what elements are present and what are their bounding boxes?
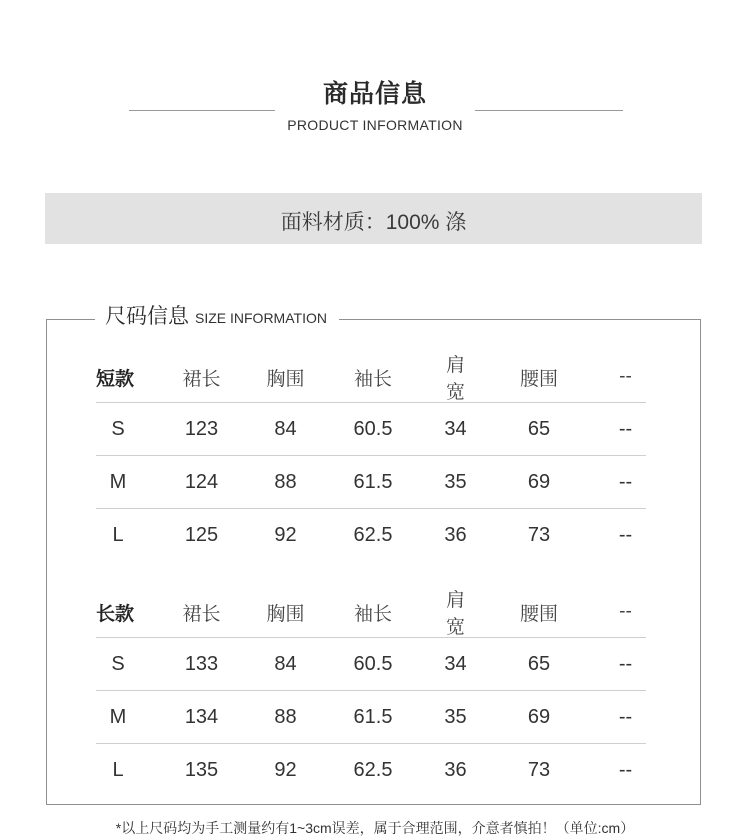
header-cell-blank: -- <box>619 601 632 622</box>
header-cell-bust: 胸围 <box>266 603 305 625</box>
header-cell-waist: 腰围 <box>519 603 558 625</box>
bust-cell: 88 <box>274 470 297 493</box>
waist-cell: 73 <box>527 523 551 546</box>
material-text: 面料材质：100% 涤 <box>280 211 467 234</box>
length-cell: 133 <box>184 652 219 675</box>
header-cell-sleeve: 袖长 <box>353 368 392 390</box>
table-header-row <box>96 352 646 403</box>
sleeve-cell: 62.5 <box>353 758 393 781</box>
bust-cell: 84 <box>274 417 297 440</box>
header-cell-shoulder: 肩宽 <box>445 590 465 638</box>
shoulder-cell: 35 <box>444 470 467 493</box>
sleeve-cell: 60.5 <box>353 417 393 440</box>
header-cell-bust: 胸围 <box>266 368 305 390</box>
shoulder-cell: 34 <box>444 417 467 440</box>
header-cell-length: 裙长 <box>182 603 221 625</box>
size-cell: L <box>112 523 124 546</box>
size-info-subtitle: SIZE INFORMATION <box>195 310 327 326</box>
bust-cell: 92 <box>274 523 297 546</box>
waist-cell: 65 <box>527 417 551 440</box>
table-row <box>96 638 646 691</box>
table-row <box>96 691 646 744</box>
table-row <box>96 403 646 456</box>
sleeve-cell: 62.5 <box>353 523 393 546</box>
header-cell-length: 裙长 <box>182 368 221 390</box>
sleeve-cell: 61.5 <box>353 470 393 493</box>
length-cell: 135 <box>184 758 219 781</box>
waist-cell: 65 <box>527 652 551 675</box>
table-header-row <box>96 587 646 638</box>
size-table-long <box>96 587 646 796</box>
length-cell: 124 <box>184 470 219 493</box>
size-cell: S <box>111 652 125 675</box>
table-row <box>96 456 646 509</box>
bust-cell: 84 <box>274 652 297 675</box>
blank-cell: -- <box>618 417 633 440</box>
sleeve-cell: 60.5 <box>353 652 393 675</box>
size-table-short <box>96 352 646 561</box>
header-cell-shoulder: 肩宽 <box>445 355 465 403</box>
size-cell: M <box>109 705 127 728</box>
waist-cell: 73 <box>527 758 551 781</box>
blank-cell: -- <box>618 652 633 675</box>
page-title: 商品信息 <box>322 80 427 108</box>
header-cell-blank: -- <box>619 366 632 387</box>
bust-cell: 88 <box>274 705 297 728</box>
shoulder-cell: 35 <box>444 705 467 728</box>
table-row <box>96 744 646 796</box>
material-banner <box>45 193 702 244</box>
title-divider-right <box>475 110 623 111</box>
blank-cell: -- <box>618 758 633 781</box>
blank-cell: -- <box>618 470 633 493</box>
sleeve-cell: 61.5 <box>353 705 393 728</box>
size-info-heading <box>95 301 339 333</box>
page-subtitle: PRODUCT INFORMATION <box>287 117 463 133</box>
header-cell-waist: 腰围 <box>519 368 558 390</box>
shoulder-cell: 36 <box>444 758 467 781</box>
size-cell: L <box>112 758 124 781</box>
blank-cell: -- <box>618 705 633 728</box>
table-row <box>96 509 646 561</box>
measurement-footnote: *以上尺码均为手工测量约有1~3cm误差，属于合理范围，介意者慎拍！（单位:cm） <box>115 820 635 836</box>
title-divider-left <box>129 110 275 111</box>
size-cell: M <box>109 470 127 493</box>
waist-cell: 69 <box>527 470 551 493</box>
header-cell-style: 长款 <box>96 603 135 625</box>
shoulder-cell: 36 <box>444 523 467 546</box>
bust-cell: 92 <box>274 758 297 781</box>
header-cell-sleeve: 袖长 <box>353 603 392 625</box>
size-info-title: 尺码信息 <box>105 305 189 328</box>
length-cell: 125 <box>184 523 219 546</box>
blank-cell: -- <box>618 523 633 546</box>
length-cell: 123 <box>184 417 219 440</box>
size-cell: S <box>111 417 125 440</box>
header-cell-style: 短款 <box>96 368 135 390</box>
length-cell: 134 <box>184 705 219 728</box>
shoulder-cell: 34 <box>444 652 467 675</box>
waist-cell: 69 <box>527 705 551 728</box>
